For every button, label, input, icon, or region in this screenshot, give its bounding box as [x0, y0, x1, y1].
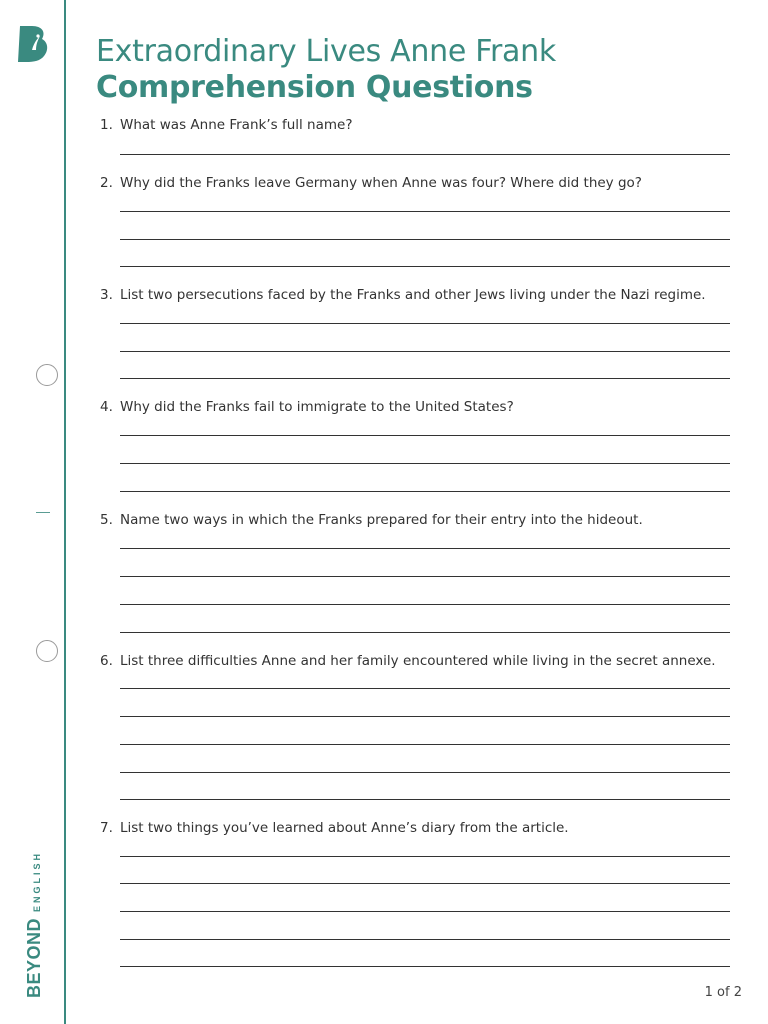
answer-line[interactable]	[120, 548, 730, 549]
question-number: 4.	[100, 399, 113, 415]
question-text: What was Anne Frank’s full name?	[120, 117, 353, 133]
question-5	[100, 511, 740, 529]
question-text: Why did the Franks leave Germany when Anne was four? Where did they go?	[120, 175, 642, 191]
question-6	[100, 652, 740, 670]
answer-line[interactable]	[120, 856, 730, 857]
question-4	[100, 398, 740, 416]
question-number: 6.	[100, 653, 113, 669]
answer-line[interactable]	[120, 239, 730, 240]
fold-mark	[36, 512, 50, 513]
answer-line[interactable]	[120, 744, 730, 745]
brand-name: BEYOND	[24, 917, 44, 998]
binder-hole	[36, 364, 58, 386]
answer-line[interactable]	[120, 939, 730, 940]
answer-line[interactable]	[120, 911, 730, 912]
answer-line[interactable]	[120, 463, 730, 464]
page-subtitle: Comprehension Questions	[96, 70, 533, 105]
brand-wordmark	[24, 851, 45, 998]
question-7	[100, 819, 740, 837]
answer-line[interactable]	[120, 211, 730, 212]
question-text: List three difficulties Anne and her family encountered while living in the secret annexe.	[120, 653, 716, 669]
question-number: 3.	[100, 287, 113, 303]
answer-line[interactable]	[120, 883, 730, 884]
answer-line[interactable]	[120, 351, 730, 352]
brand-tagline: ENGLISH	[32, 850, 42, 912]
question-3	[100, 286, 740, 304]
question-text: Name two ways in which the Franks prepared for their entry into the hideout.	[120, 512, 643, 528]
question-text: Why did the Franks fail to immigrate to the United States?	[120, 399, 514, 415]
answer-line[interactable]	[120, 378, 730, 379]
beyond-logo-icon	[16, 24, 50, 64]
question-text: List two persecutions faced by the Franks and other Jews living under the Nazi regime.	[120, 287, 706, 303]
answer-line[interactable]	[120, 266, 730, 267]
question-number: 7.	[100, 820, 113, 836]
answer-line[interactable]	[120, 323, 730, 324]
question-text: List two things you’ve learned about Anne’s diary from the article.	[120, 820, 569, 836]
answer-line[interactable]	[120, 716, 730, 717]
margin-rule	[64, 0, 66, 1024]
question-2	[100, 174, 740, 192]
answer-line[interactable]	[120, 604, 730, 605]
question-1	[100, 116, 740, 134]
answer-line[interactable]	[120, 576, 730, 577]
answer-line[interactable]	[120, 491, 730, 492]
page-number: 1 of 2	[704, 985, 742, 1000]
answer-line[interactable]	[120, 435, 730, 436]
answer-line[interactable]	[120, 966, 730, 967]
page-title: Extraordinary Lives Anne Frank	[96, 34, 556, 69]
answer-line[interactable]	[120, 632, 730, 633]
binder-hole	[36, 640, 58, 662]
answer-line[interactable]	[120, 154, 730, 155]
answer-line[interactable]	[120, 688, 730, 689]
answer-line[interactable]	[120, 799, 730, 800]
question-number: 2.	[100, 175, 113, 191]
question-number: 1.	[100, 117, 113, 133]
question-number: 5.	[100, 512, 113, 528]
answer-line[interactable]	[120, 772, 730, 773]
